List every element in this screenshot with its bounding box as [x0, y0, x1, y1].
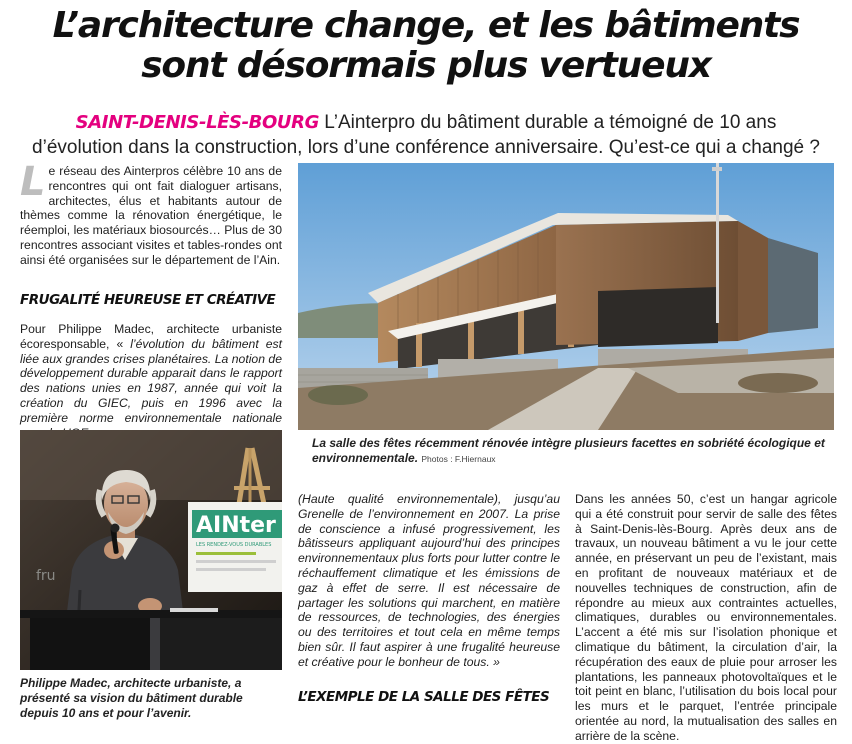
- intro-paragraph: [20, 159, 282, 268]
- section1-lead: Pour Philippe Madec, architecte urbaniste écoresponsable, «: [20, 322, 282, 351]
- subhead-frugalite: FRUGALITÉ HEUREUSE ET CRÉATIVE: [20, 292, 276, 308]
- lede-line-2: d’évolution dans la construction, lors d’une conférence anniversaire. Qu’est-ce qui a changé ?: [32, 137, 820, 158]
- section1-paragraph: [20, 322, 282, 440]
- speaker-photo: [20, 430, 282, 670]
- photo-credit: Photos : F.Hiernaux: [421, 454, 496, 464]
- lede-text-1: L’Ainterpro du bâtiment durable a témoigné de 10 ans: [318, 112, 777, 133]
- lede-line-1: [0, 110, 852, 135]
- banner-small-text: LES RENDEZ-VOUS DURABLES: [196, 542, 272, 548]
- headline-line-2: sont désormais plus vertueux: [141, 45, 711, 86]
- photo-madec-caption: Philippe Madec, architecte urbaniste, a présenté sa vision du bâtiment durable depuis 10 ans et pour l’avenir.: [20, 676, 243, 720]
- photo-philippe-madec: [20, 430, 282, 670]
- photo-salle-caption-text: La salle des fêtes récemment rénovée intègre plusieurs facettes en sobriété écologique et environnementale.: [312, 436, 825, 465]
- section2-paragraph: Dans les années 50, c’est un hangar agricole qui a été construit pour servir de salle des fêtes à Saint-Denis-lès-Bourg. Après deux ans de travaux, un nouveau bâtiment a vu le jour cette année, en préservant un peu de l’existant, mais en profitant de nouveaux matériaux et de nouvelles techniques de construction, afin de répondre au mieux aux contraintes actuelles, climatiques, durables ou environnementales. L’accent a été mis sur l’isolation phonique et climatique du bâtiment, la circulation d’air, la récupération des eaux de pluie pour arroser les plantations, les panneaux photovoltaïques et le toit peint en blanc, l’utilisation du bois local pour les murs et le parquet, l’entrée principale orientée au nord, la mutualisation des salles en arrière de la scène.: [575, 492, 837, 743]
- headline: [0, 6, 852, 86]
- headline-line-1: L’architecture change, et les bâtiments: [52, 5, 800, 46]
- subhead-salle-des-fetes: L’EXEMPLE DE LA SALLE DES FÊTES: [298, 689, 550, 705]
- section1-continuation: (Haute qualité environnementale), jusqu’au Grenelle de l’environnement en 2007. La prise de conscience a infusé progressivement, les bâtisseurs appliquant aujourd’hui des principes environnementaux plus forts pour lutter contre le réchauffement climatique et les émissions de gaz à effet de serre. Il est nécessaire de partager les solutions qui marchent, en matière de ressources, de technologies, des énergies ou des territoires et tout cela en même temps bien sûr. Il faut aspirer à une frugalité heureuse et créative pour le bonheur de tous. »: [298, 492, 560, 669]
- building-photo: [298, 163, 834, 430]
- lede: [0, 110, 852, 160]
- photo-salle-caption: [312, 436, 832, 467]
- banner-logo-text: AINter: [196, 513, 276, 538]
- photo-salle-des-fetes: [298, 163, 834, 430]
- wall-text: fru: [36, 568, 56, 584]
- section1-quote: l’évolution du bâtiment est liée aux grandes crises planétaires. La notion de développement durable apparait dans le rapport des nations unies en 1987, année qui voit la création du GIEC, puis en 1996 avec la première norme environnementale nationale: [20, 336, 282, 425]
- intro-text: e réseau des Ainterpros célèbre 10 ans de rencontres qui ont fait dialoguer artisans, architectes, élus et habitants autour de thèmes comme la rénovation énergétique, le réemploi, les matériaux biosourcés… Plus de 30 rencontres associant visites et tables-rondes ont ainsi été organisées sur le département de l’Ain.: [20, 164, 282, 267]
- location-kicker: SAINT-DENIS-LÈS-BOURG: [75, 112, 319, 133]
- dropcap: L: [20, 159, 46, 205]
